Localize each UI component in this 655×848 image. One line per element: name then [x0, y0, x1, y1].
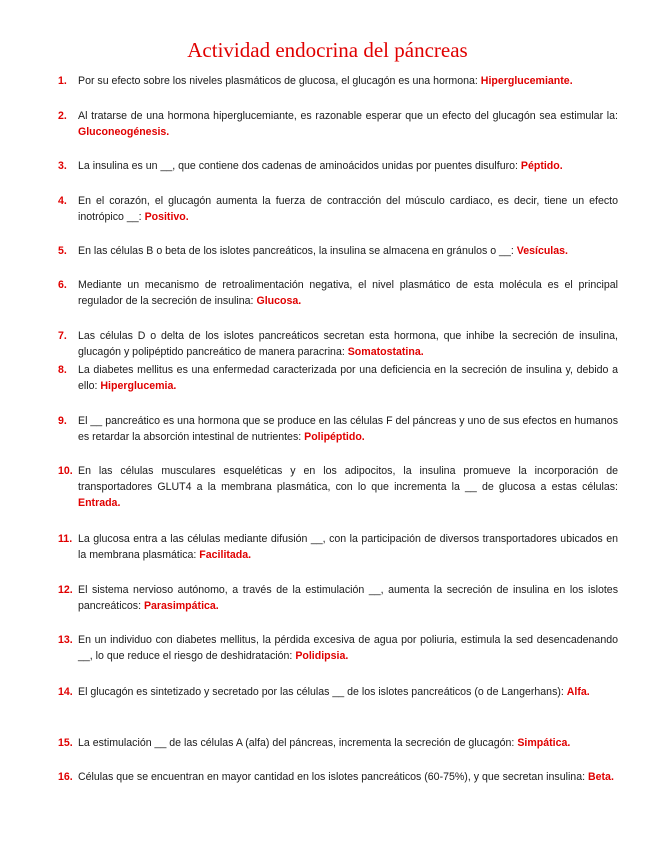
question-item-10: [58, 463, 618, 511]
answer-text: Glucosa.: [256, 295, 302, 307]
question-item-8: [58, 362, 618, 394]
question-number: 16.: [58, 771, 73, 783]
question-text: Mediante un mecanismo de retroalimentación negativa, el nivel plasmático de esta molécula es el principal regulador de la secreción de insulina:: [78, 279, 618, 307]
answer-text: Facilitada.: [199, 549, 252, 561]
question-text: Las células D o delta de los islotes pancreáticos secretan esta hormona, que inhibe la secreción de insulina, glucagón y polipéptido pancreático de manera paracrina:: [78, 330, 618, 358]
answer-text: Gluconeogénesis.: [78, 126, 170, 138]
answer-text: Parasimpática.: [143, 600, 219, 612]
question-number: 14.: [58, 686, 73, 698]
answer-text: Somatostatina.: [347, 346, 424, 358]
answer-text: Entrada.: [78, 497, 121, 509]
answer-text: Vesículas.: [516, 245, 568, 257]
question-number: 6.: [58, 279, 67, 291]
question-item-13: [58, 632, 618, 664]
question-number: 12.: [58, 584, 73, 596]
question-text: En el corazón, el glucagón aumenta la fuerza de contracción del músculo cardiaco, es decir, tiene un efecto inotrópico __:: [78, 195, 618, 223]
question-text: La diabetes mellitus es una enfermedad caracterizada por una deficiencia en la secreción de insulina y, debido a ello:: [78, 364, 618, 392]
question-number: 2.: [58, 110, 67, 122]
question-text: En las células musculares esqueléticas y en los adipocitos, la insulina promueve la incorporación de transportadores GLUT4 a la membrana plasmática, con lo que incrementa la __ de glucosa a estas células:: [78, 465, 618, 493]
question-item-14: [58, 684, 618, 700]
question-number: 11.: [58, 533, 73, 545]
answer-text: Hiperglucemia.: [100, 380, 177, 392]
answer-text: Péptido.: [520, 160, 563, 172]
question-number: 9.: [58, 415, 67, 427]
answer-text: Positivo.: [144, 211, 189, 223]
question-item-16: [58, 769, 618, 785]
question-text: La estimulación __ de las células A (alfa) del páncreas, incrementa la secreción de glucagón:: [78, 737, 518, 749]
question-number: 10.: [58, 465, 73, 477]
question-item-12: [58, 582, 618, 614]
question-item-6: [58, 277, 618, 309]
question-item-5: [58, 243, 618, 259]
question-text: Al tratarse de una hormona hiperglucemiante, es razonable esperar que un efecto del glucagón sea estimular la:: [78, 110, 618, 122]
question-number: 13.: [58, 634, 73, 646]
question-text: En un individuo con diabetes mellitus, la pérdida excesiva de agua por poliuria, estimula la sed desencadenando __, lo que reduce el riesgo de deshidratación:: [78, 634, 618, 662]
answer-text: Simpática.: [517, 737, 571, 749]
question-text: La insulina es un __, que contiene dos cadenas de aminoácidos unidas por puentes disulfuro:: [78, 160, 521, 172]
question-item-1: [58, 73, 618, 89]
question-item-4: [58, 193, 618, 225]
question-item-15: [58, 735, 618, 751]
question-text: La glucosa entra a las células mediante difusión __, con la participación de diversos transportadores ubicados en la membrana plasmática:: [78, 533, 618, 561]
question-number: 1.: [58, 75, 67, 87]
question-text: El __ pancreático es una hormona que se produce en las células F del páncreas y uno de sus efectos en humanos es retardar la absorción intestinal de nutrientes:: [78, 415, 618, 443]
question-text: Células que se encuentran en mayor cantidad en los islotes pancreáticos (60-75%), y que secretan insulina:: [78, 771, 588, 783]
question-text: El sistema nervioso autónomo, a través de la estimulación __, aumenta la secreción de insulina en los islotes pancreáticos:: [78, 584, 618, 612]
answer-text: Beta.: [587, 771, 614, 783]
answer-text: Hiperglucemiante.: [480, 75, 573, 87]
question-item-3: [58, 158, 618, 174]
question-number: 8.: [58, 364, 67, 376]
question-number: 15.: [58, 737, 73, 749]
question-number: 4.: [58, 195, 67, 207]
question-number: 3.: [58, 160, 67, 172]
question-item-7: [58, 328, 618, 360]
question-item-9: [58, 413, 618, 445]
answer-text: Polipéptido.: [304, 431, 365, 443]
question-text: El glucagón es sintetizado y secretado por las células __ de los islotes pancreáticos (o de Langerhans):: [78, 686, 567, 698]
page-title: Actividad endocrina del páncreas: [187, 38, 468, 62]
answer-text: Polidipsia.: [295, 650, 349, 662]
question-item-11: [58, 531, 618, 563]
question-text: En las células B o beta de los islotes pancreáticos, la insulina se almacena en gránulos o __:: [78, 245, 517, 257]
answer-text: Alfa.: [566, 686, 590, 698]
question-number: 5.: [58, 245, 67, 257]
question-text: Por su efecto sobre los niveles plasmáticos de glucosa, el glucagón es una hormona:: [78, 75, 481, 87]
question-number: 7.: [58, 330, 67, 342]
question-item-2: [58, 108, 618, 140]
